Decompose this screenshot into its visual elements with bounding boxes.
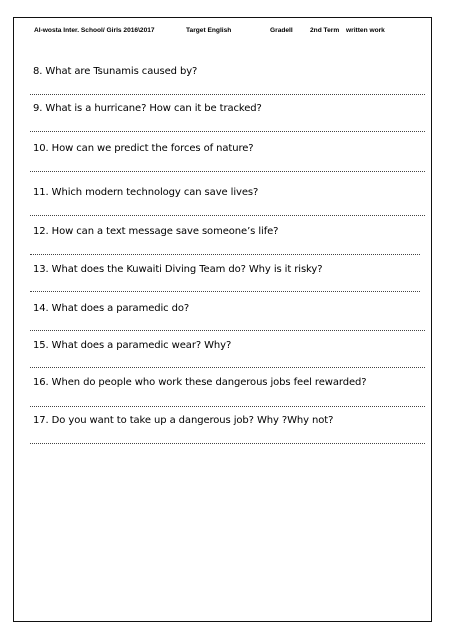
answer-line-16[interactable] (30, 406, 425, 407)
school-name: Al-wosta Inter. School/ Girls 2016\2017 (34, 27, 155, 34)
question-15: 15. What does a paramedic wear? Why? (33, 340, 232, 351)
answer-line-15[interactable] (30, 367, 425, 368)
subject-label: Target English (186, 27, 232, 34)
question-9: 9. What is a hurricane? How can it be tracked? (33, 103, 262, 114)
answer-line-17[interactable] (30, 443, 425, 444)
question-14: 14. What does a paramedic do? (33, 303, 190, 314)
work-type-label: written work (346, 27, 385, 34)
question-10: 10. How can we predict the forces of nature? (33, 143, 254, 154)
question-17: 17. Do you want to take up a dangerous job? Why ?Why not? (33, 415, 334, 426)
grade-label: GradeII (270, 27, 293, 34)
answer-line-13[interactable] (30, 291, 420, 292)
answer-line-9[interactable] (30, 131, 425, 132)
question-13: 13. What does the Kuwaiti Diving Team do? Why is it risky? (33, 264, 323, 275)
term-label: 2nd Term (310, 27, 340, 34)
answer-line-8[interactable] (30, 94, 425, 95)
answer-line-12[interactable] (30, 254, 420, 255)
question-16: 16. When do people who work these dangerous jobs feel rewarded? (33, 377, 367, 388)
question-12: 12. How can a text message save someone’s life? (33, 226, 279, 237)
question-11: 11. Which modern technology can save lives? (33, 187, 259, 198)
answer-line-11[interactable] (30, 215, 425, 216)
question-8: 8. What are Tsunamis caused by? (33, 66, 198, 77)
answer-line-10[interactable] (30, 171, 425, 172)
answer-line-14[interactable] (30, 330, 425, 331)
